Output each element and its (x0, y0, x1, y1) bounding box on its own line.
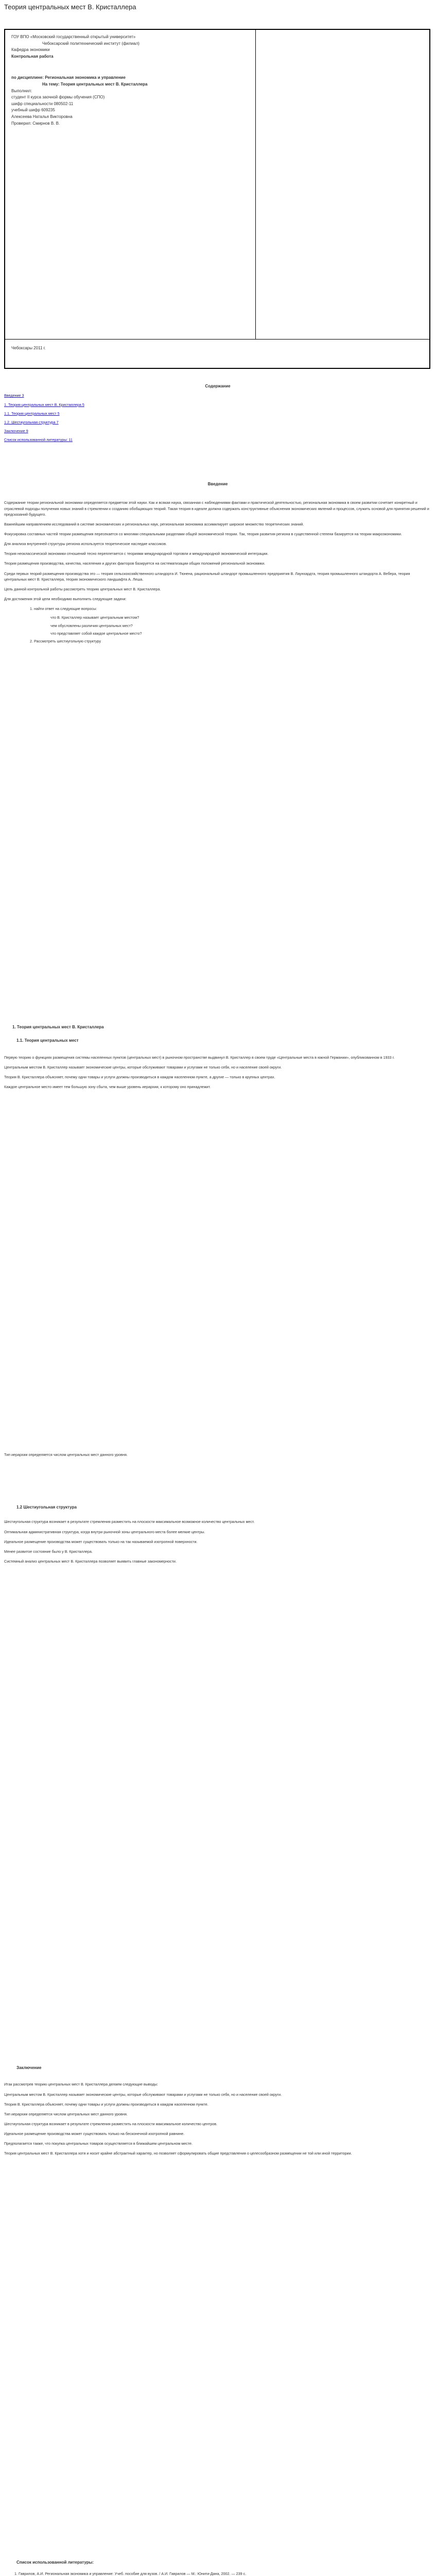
topic: На тему: Теория центральных мест В. Кристаллера (42, 81, 148, 87)
title-page-divider (255, 30, 256, 339)
section-1-1-heading: 1.1. Теория центральных мест (16, 1038, 79, 1043)
task-subitem: что представляет собой каждое центральное место? (50, 631, 142, 636)
toc-link-bibliography[interactable]: Список использованной литературы: 11 (4, 437, 73, 443)
toc-link-conclusion[interactable]: Заключение 9 (4, 429, 28, 434)
intro-paragraph: Важнейшим направлением исследований в системе экономических и региональных наук, региональная экономика ассимилирует широкое множество теоретических знаний. (4, 521, 304, 527)
discipline: по дисциплине: Региональная экономика и управление (11, 75, 126, 80)
section-paragraph: Центральным местом В. Кристаллер называет экономические центры, которые обслуживают товарами и услугами не только себя, но и население своей округи. (4, 1064, 282, 1070)
intro-heading: Введение (207, 482, 228, 486)
institute-name: Чебоксарский политехнический институт (филиал) (42, 41, 139, 46)
section-paragraph: Системный анализ центральных мест В. Кристаллера позволяет выявить главные закономерности. (4, 1559, 177, 1564)
chapter1-heading: 1. Теория центральных мест В. Кристаллера (12, 1025, 104, 1029)
student-course: студент II курса заочной формы обучения (СПО) (11, 95, 105, 100)
university-name: ГОУ ВПО «Московский государственный открытый университет» (11, 35, 136, 39)
intro-paragraph: Содержание теории региональной экономики определяется предметом этой науки. Как и всякая наука, связанная с наблюдениями фактами и практической деятельностью, региональная экономика в своем развитии сочетает конкретный и отраслевой подходы получения новых знаний в стремлении к созданию обобщающих теорий. Такая теория в идеале должна содержать конструктивные объяснения экономических явлений и процессов, служить основой для принятия решений и предсказаний будущего. (4, 500, 429, 517)
title-page-rule (5, 339, 430, 340)
toc-heading: Содержание (205, 384, 231, 388)
intro-section (4, 478, 431, 647)
conclusion-paragraph: Тип иерархии определяется числом центральных мест данного уровня. (4, 2111, 128, 2116)
author-label: Выполнил: (11, 88, 32, 93)
conclusion-paragraph: Теория В. Кристаллера объясняет, почему одни товары и услуги должны производиться в каждом населенном пункте. (4, 2102, 208, 2107)
student-code: учебный шифр 609235 (11, 108, 55, 113)
section-paragraph: Оптимальная административная структура, когда внутри рыночной зоны центрального места более мелкие центры. (4, 1529, 205, 1534)
hierarchy-paragraph-block (4, 1452, 431, 1462)
task-item: 1. найти ответ на следующие вопросы: (30, 606, 97, 612)
intro-paragraph: Теория неоклассической экономики отношений тесно переплетается с теориями международной торговли и международной экономической интеграции. (4, 551, 269, 556)
city-year: Чебоксары 2011 г. (11, 346, 46, 350)
conclusion-paragraph: Предполагается также, что покупка центральных товаров осуществляется в ближайшем центральном месте. (4, 2141, 193, 2146)
section-paragraph: Каждое центральное место имеет тем большую зону сбыта, чем выше уровень иерархии, к которому оно принадлежит. (4, 1084, 211, 1090)
conclusion-paragraph: Центральным местом В. Кристаллер называет экономические центры, которые обслуживают товарами и услугами не только себя, но и население своей округи. (4, 2092, 282, 2097)
bibliography-section (4, 2555, 431, 2576)
chapter1-section (4, 1020, 431, 1094)
intro-paragraph: Для анализа внутренней структуры региона используется теоретическое наследие классиков. (4, 541, 167, 547)
intro-paragraph: Цель данной контрольной работы рассмотреть теорию центральных мест В. Кристаллера. (4, 586, 161, 591)
bibliography-item: 1. Гаврилов, А.И. Региональная экономика и управление: Учеб. пособие для вузов. / А.И. Гаврилов — М.: Юнити-Дана, 2002. — 239 с. (14, 2571, 247, 2576)
intro-paragraph: Фокусировка составных частей теории размещения пересекается со многими специальными разделами общей экономической теории. Так, теория развития региона в существенной степени базируется на теории макроэкономики. (4, 532, 402, 537)
task-subitem: что В. Кристаллер называет центральным местом? (50, 615, 139, 620)
intro-paragraph: Среди первых теорий размещения производства это — теория сельскохозяйственного штандорта И. Тюнена, рациональный штандорт промышленного предприятия В. Лаунхардта, теория промышленного штандорта А. Вебера, теория центральных мест В. Кристаллера, теория экономического ландшафта А. Леша. (4, 571, 410, 582)
table-of-contents (4, 380, 431, 446)
conclusion-paragraph: Теория центральных мест В. Кристаллера хотя и носит крайне абстрактный характер, но позволяет сформулировать общие представления о целесообразном размещении не той или иной территории. (4, 2151, 352, 2156)
title-page-frame (4, 29, 430, 369)
toc-link-section-1-2[interactable]: 1.2. Шестиугольная структура 7 (4, 419, 59, 425)
conclusion-paragraph: Шестиугольная структура возникает в результате стремления разместить на плоскости максимальное количество центров. (4, 2122, 218, 2127)
reviewer: Проверил: Смирнов В. В. (11, 121, 60, 126)
author-name: Алексеева Наталья Викторовна (11, 114, 73, 119)
department: Кафедра экономики (11, 47, 50, 53)
task-subitem: чем обусловлены различия центральных мест? (50, 623, 133, 628)
toc-link-section-1-1[interactable]: 1.1. Теория центральных мест 5 (4, 411, 60, 416)
section-paragraph: Тип иерархии определяется числом центральных мест данного уровня. (4, 1452, 128, 1457)
toc-link-intro[interactable]: Введение 3 (4, 393, 24, 398)
intro-paragraph: Теория размещения производства, качества, населения и других факторов базируется на систематизации общих положений региональной экономики. (4, 561, 266, 566)
specialty-code: шифр специальности 080502-11 (11, 101, 74, 106)
section-paragraph: Менее развитое состояние было у В. Кристаллера. (4, 1549, 93, 1554)
title-page-text (11, 34, 251, 127)
section-1-2 (4, 1500, 431, 1568)
intro-paragraph: Для достижения этой цели необходимо выполнить следующие задачи: (4, 597, 127, 602)
work-type: Контрольная работа (11, 54, 54, 59)
conclusion-paragraph: Итак рассмотрев теорию центральных мест В. Кристаллера делаем следующие выводы: (4, 2082, 158, 2087)
section-paragraph: Первую теорию о функциях размещения системы населенных пунктов (центральных мест) в рыночном пространстве выдвинул В. Кристаллер в своем труде «Центральные места в южной Германии», опубликованном в 1933 г. (4, 1055, 395, 1060)
bibliography-heading: Список использованной литературы: (16, 2560, 94, 2565)
section-paragraph: Шестиугольная структура возникает в результате стремления разместить на плоскости максимальное возможное количество центральных мест. (4, 1519, 255, 1524)
conclusion-section (4, 2061, 431, 2161)
page-title: Теория центральных мест В. Кристаллера (4, 3, 136, 11)
section-paragraph: Идеальное размещение производства может существовать только на так называемой изотропной поверхности. (4, 1539, 198, 1544)
section-1-2-heading: 1.2 Шестиугольная структура (16, 1505, 77, 1510)
conclusion-paragraph: Идеальное размещение производства может существовать только на бесконечной изотропной равнине. (4, 2131, 185, 2137)
conclusion-heading: Заключение (16, 2065, 42, 2070)
task-item: 2. Рассмотреть шестиугольную структуру (30, 638, 101, 643)
section-paragraph: Теория В. Кристаллера объясняет, почему одни товары и услуги должны производиться в каждом населенном пункте, а другие — только в крупных центрах. (4, 1075, 275, 1080)
toc-link-chapter1[interactable]: 1. Теория центральных мест В. Кристаллера 5 (4, 402, 84, 407)
